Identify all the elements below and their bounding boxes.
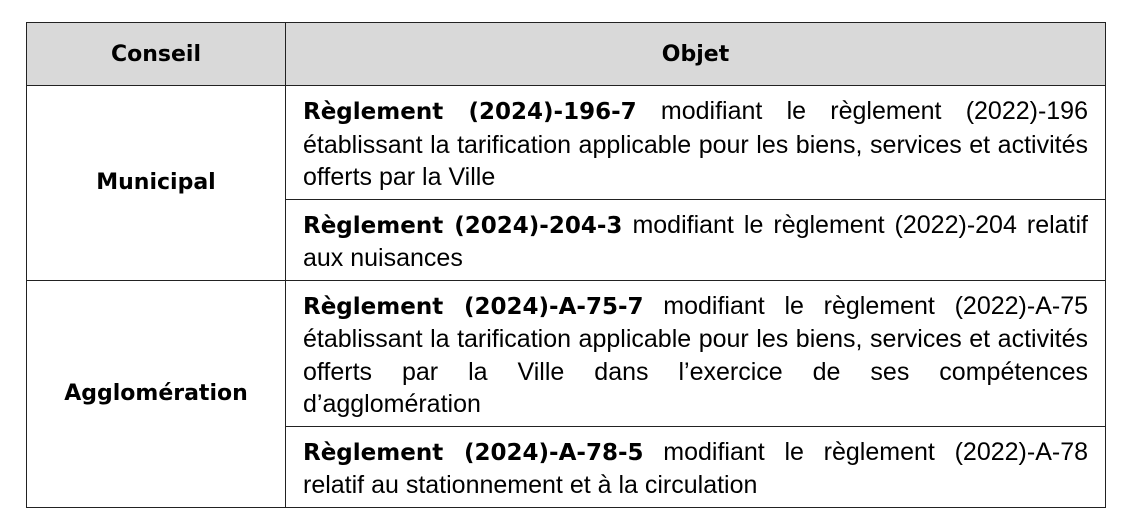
council-agglomeration: Agglomération: [27, 280, 286, 507]
table-body: [27, 86, 1106, 508]
regulation-description: modifiant le règlement (2022)-204 relatif aux nuisances: [303, 210, 1089, 272]
object-cell: [286, 426, 1106, 507]
regulation-description: modifiant le règlement (2022)-A-78 relatif au stationnement et à la circulation: [303, 437, 1088, 499]
object-cell: [286, 280, 1106, 426]
header-conseil: Conseil: [27, 23, 286, 86]
regulations-table: [26, 22, 1106, 508]
header-objet: Objet: [286, 23, 1106, 86]
regulation-code: Règlement (2024)-A-78-5: [303, 439, 644, 466]
regulation-description: modifiant le règlement (2022)-A-75 établissant la tarification applicable pour les biens, services et activités offerts par la Ville dans l’exercice de ses compétences d’agglomération: [303, 291, 1088, 418]
regulation-code: Règlement (2024)-204-3: [303, 212, 623, 239]
object-cell: [286, 86, 1106, 200]
regulation-code: Règlement (2024)-196-7: [303, 99, 637, 125]
table-row: [27, 280, 1106, 426]
regulation-description: modifiant le règlement (2022)-196 établissant la tarification applicable pour les biens, services et activités offerts par la Ville: [303, 97, 1088, 191]
regulation-code: Règlement (2024)-A-75-7: [303, 293, 644, 320]
council-municipal: Municipal: [27, 86, 286, 281]
object-cell: [286, 199, 1106, 280]
table-header: [27, 23, 1106, 86]
header-row: [27, 23, 1106, 86]
table-row: [27, 86, 1106, 200]
